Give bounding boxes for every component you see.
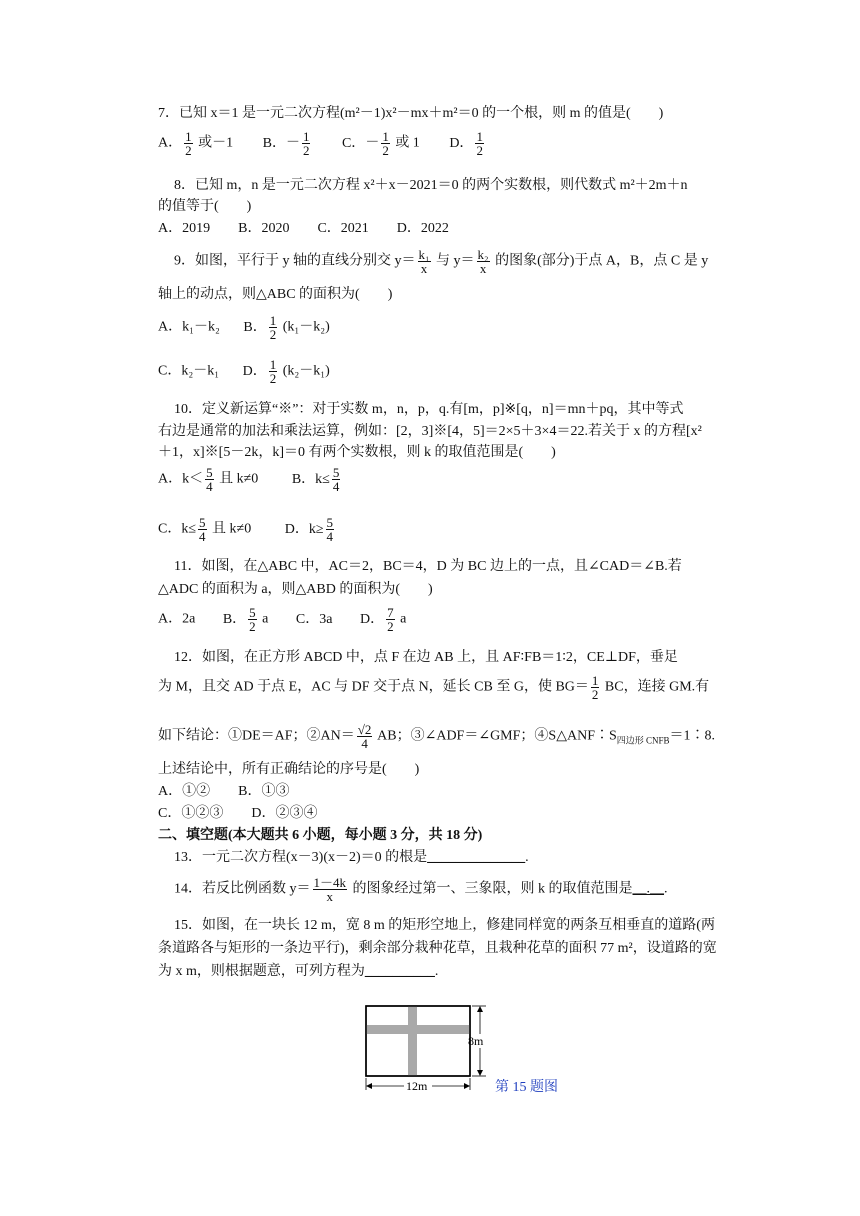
- vertical-road: [408, 1006, 417, 1076]
- section-fill-in-title: 二、填空题(本大题共 6 小题，每小题 3 分，共 18 分): [158, 828, 483, 843]
- q12-stem-line4: 上述结论中，所有正确结论的序号是( ): [158, 762, 420, 777]
- q10-options-ab: A．k＜ $\frac{5}{4}$ 且 k≠0 B．k≤ $\frac{5}{4}$: [158, 465, 340, 494]
- figure-caption: 第 15 题图: [495, 1080, 558, 1095]
- q7-stem: 7．已知 x＝1 是一元二次方程(m²－1)x²－mx＋m²＝0 的一个根，则 m 的值是( ): [158, 106, 664, 121]
- q8-options: A．2019 B．2020 C．2021 D．2022: [158, 221, 449, 236]
- rectangle-roads-figure: [360, 1000, 500, 1100]
- q9-stem-line1: 9．如图，平行于 y 轴的直线分别交 y＝ $\frac{\text{k₁}}{x}$ 与 y＝ $\frac{\text{k₂}}{x}$ 的图象(部分)于点 A，B，点 C 是 y: [174, 247, 709, 276]
- q12-stem-line3: 如下结论：①DE＝AF；②AN＝ $\frac{√2}{4}$ AB；③∠ADF＝∠GMF；$④S\triangle ANF∶S_{四边形 CNFB}=1∶8$.: [158, 722, 716, 751]
- q9-options-cd: C．k₂－k₁ D． $\frac{1}{2}$ (k₂－k₁): [158, 357, 330, 386]
- q9-stem-line2: 轴上的动点，则△ABC 的面积为( ): [158, 287, 393, 302]
- q14-stem: 14．若反比例函数 y＝ $\frac{1-4k}{x}$ 的图象经过第一、三象限，则 k 的取值范围是__.__.: [174, 875, 668, 904]
- height-label: 8m: [468, 1034, 484, 1048]
- q13-stem: 13．一元二次方程(x－3)(x－2)＝0 的根是______________.: [174, 850, 529, 865]
- q8-stem-line1: 8．已知 m，n 是一元二次方程 x²＋x－2021＝0 的两个实数根，则代数式 m²＋2m＋n: [174, 178, 688, 193]
- q12-options-ab: A．①② B．①③: [158, 784, 290, 799]
- horizontal-road: [366, 1025, 470, 1034]
- field-rectangle: [366, 1006, 470, 1076]
- q11-stem-line1: 11．如图，在△ABC 中，AC＝2，BC＝4，D 为 BC 边上的一点，且∠CAD＝∠B.若: [174, 559, 682, 574]
- q11-stem-line2: △ADC 的面积为 a，则△ABD 的面积为( ): [158, 582, 433, 597]
- q8-stem-line2: 的值等于( ): [158, 199, 252, 214]
- q12-stem-line1: 12．如图，在正方形 ABCD 中，点 F 在边 AB 上，且 AF∶FB＝1∶2，CE⊥DF，垂足: [174, 650, 678, 665]
- q15-answer-blank: __________: [364, 964, 435, 979]
- q15-stem-line3: 为 x m，则根据题意，可列方程为__________.: [158, 964, 439, 979]
- q12-stem-line2: 为 M，且交 AD 于点 E，AC 与 DF 交于点 N，延长 CB 至 G，使 BG＝ $\frac{1}{2}$ BC，连接 GM.有: [158, 673, 710, 702]
- q7-options: A． $\frac{1}{2}$ 或－1 B．－ $\frac{1}{2}$ C．－ $\frac{1}{2}$ 或 1 D． $\frac{1}{2}$: [158, 129, 483, 158]
- q11-options: A．2a B． $\frac{5}{2}$ a C．3a D． $\frac{7}{2}$ a: [158, 605, 407, 634]
- q15-stem-line1: 15．如图，在一块长 12 m，宽 8 m 的矩形空地上，修建同样宽的两条互相垂直的道路(两: [174, 918, 715, 933]
- q10-stem-line3: ＋1，x]※[5－2k，k]＝0 有两个实数根，则 k 的取值范围是( ): [158, 445, 556, 460]
- q15-stem-line2: 条道路各与矩形的一条边平行)，剩余部分栽种花草，且栽种花草的面积 77 m²，设道路的宽: [158, 941, 717, 956]
- width-label: 12m: [406, 1079, 428, 1093]
- q13-answer-blank: ______________: [427, 850, 526, 865]
- q14-answer-blank: __.__: [632, 881, 665, 897]
- q10-options-cd: C．k≤ $\frac{5}{4}$ 且 k≠0 D．k≥ $\frac{5}{4}$: [158, 515, 334, 544]
- q12-options-cd: C．①②③ D．②③④: [158, 806, 318, 821]
- q9-options-ab: A．k₁－k₂ B． $\frac{1}{2}$ (k₁－k₂): [158, 313, 330, 342]
- q10-stem-line1: 10．定义新运算“※”：对于实数 m，n，p，q.有[m，p]※[q，n]＝mn＋pq，其中等式: [174, 402, 684, 417]
- q10-stem-line2: 右边是通常的加法和乘法运算，例如：[2，3]※[4，5]＝2×5＋3×4＝22.若关于 x 的方程[x²: [158, 424, 702, 439]
